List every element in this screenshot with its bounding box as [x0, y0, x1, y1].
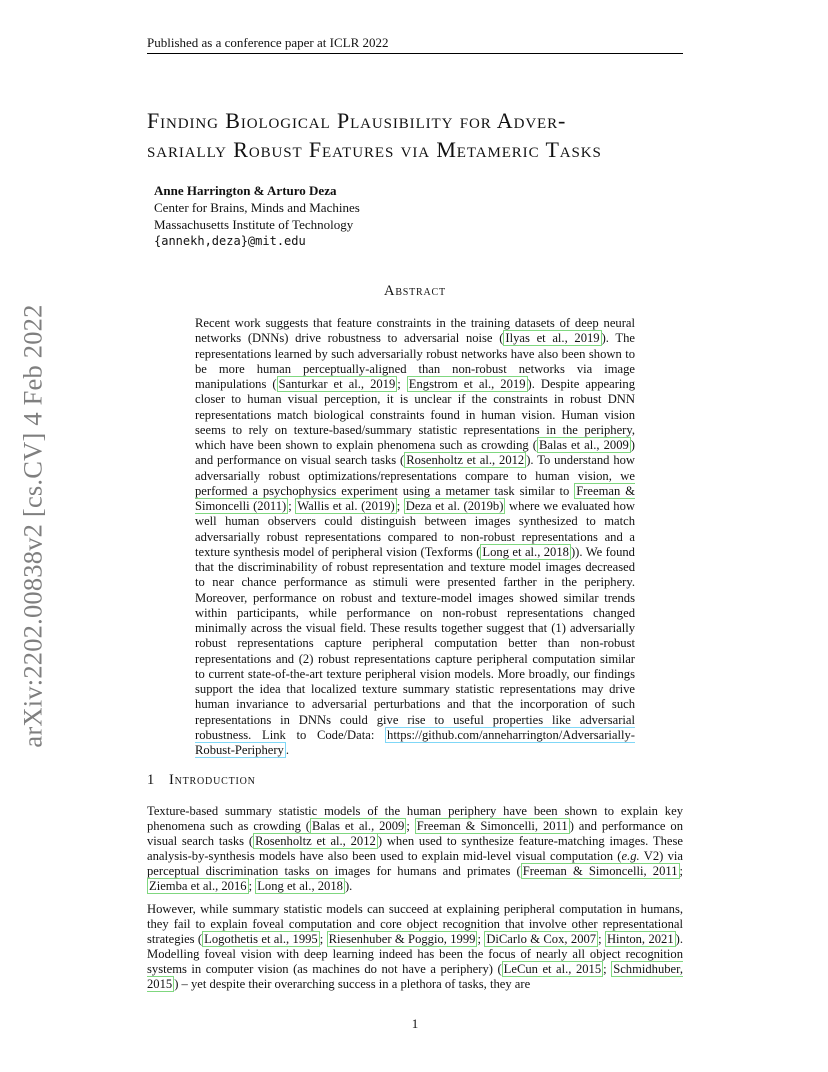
paragraph-text-run: ; [679, 864, 683, 879]
abstract-text-run: . [285, 743, 290, 757]
abstract-text-run: ; [288, 499, 296, 513]
paragraph-text-run: ; [603, 962, 612, 977]
citation-link[interactable]: Schmidhuber, 2015 [147, 962, 683, 992]
citation-link[interactable]: Long et al., 2018 [257, 879, 343, 894]
running-header: Published as a conference paper at ICLR 2022 [147, 35, 389, 50]
paragraph-italic-run: e.g. [621, 849, 640, 864]
arxiv-id: arXiv:2202.00838v2 [cs.CV] 4 Feb 2022 [17, 304, 48, 748]
title-line-2: sarially Robust Features via Metameric Tasks [147, 137, 602, 162]
paragraph-text-run: ) and performance on visual search tasks ( [147, 819, 683, 849]
abstract-heading: Abstract [384, 283, 446, 299]
paragraph-text-run: ; [248, 879, 256, 894]
intro-paragraph-2 [147, 902, 683, 993]
affiliation-1: Center for Brains, Minds and Machines [154, 200, 360, 215]
abstract-text-run: )). We found that the discriminability of robust representation and texture model images decreased to near chance performance as stimuli were presented farther in the periphery. Moreover, performance on robust and texture-model images showed similar trends within participants, while performance on non-robust representations changed minimally across the visual field. These results together suggest that (1) adversarially robust representations capture peripheral computation better than non-robust representations and (2) robust representations capture peripheral computation similar to current state-of-the-art texture peripheral vision models. More broadly, our findings support the idea that localized texture summary statistic representations may drive human invariance to adversarial perturbations and that the incorporation of such representations in DNNs could give rise to useful properties like adversarial robustness. Link to Code/Data: [195, 544, 635, 742]
page-number: 1 [411, 1016, 419, 1031]
paragraph-text-run: Texture-based summary statistic models of the human periphery have been shown to explain key phenomena such as crowding ( [147, 804, 683, 834]
code-data-url-link[interactable]: https://github.com/anneharrington/Adversarially-Robust-Periphery [195, 727, 635, 757]
citation-link[interactable]: Engstrom et al., 2019 [408, 377, 526, 391]
citation-link[interactable]: LeCun et al., 2015 [503, 962, 602, 977]
paragraph-text-run: ; [598, 932, 605, 947]
abstract-text-run: ) and performance on visual search tasks ( [195, 438, 635, 468]
paragraph-text-run: ; [319, 932, 327, 947]
section-heading-introduction [147, 772, 683, 789]
citation-link[interactable]: Freeman & Simoncelli (2011) [195, 483, 635, 513]
paper-title [147, 106, 687, 164]
header-rule [147, 53, 683, 54]
section-name: Introduction [169, 772, 256, 788]
citation-link[interactable]: Logothetis et al., 1995 [204, 932, 318, 947]
abstract-text-run: ; [396, 499, 404, 513]
citation-link[interactable]: Rosenholtz et al., 2012 [406, 453, 525, 468]
paragraph-text-run: ; [406, 819, 415, 834]
author-block [154, 182, 574, 250]
affiliation-2: Massachusetts Institute of Technology [154, 217, 354, 232]
abstract-text [195, 316, 635, 758]
paragraph-text-run: ) when used to synthesize feature-matching images. These analysis-by-synthesis models have also been used to explain mid-level visual computation ( [147, 834, 683, 864]
author-names: Anne Harrington & Arturo Deza [154, 183, 337, 198]
paragraph-text-run: ) – yet despite their overarching success in a plethora of tasks, they are [174, 977, 531, 992]
paragraph-text-run: However, while summary statistic models can succeed at explaining peripheral computation in humans, they fail to explain foveal computation and core object recognition that involve other representational strategies ( [147, 902, 683, 947]
abstract-text-run: ). Despite appearing closer to human visual perception, it is unclear if the constraints in robust DNN representations match biological constraints found in human vision. Human vision seems to rely on texture-based/summary statistic representations in the periphery, which have been shown to explain phenomena such as crowding ( [195, 377, 635, 452]
citation-link[interactable]: Freeman & Simoncelli, 2011 [522, 864, 678, 879]
citation-link[interactable]: Hinton, 2021 [606, 932, 674, 947]
abstract-text-run: Recent work suggests that feature constraints in the training datasets of deep neural networks (DNNs) drive robustness to adversarial noise ( [195, 316, 635, 346]
citation-link[interactable]: Balas et al., 2009 [538, 438, 629, 452]
abstract-text-run: where we evaluated how well human observers could distinguish between images synthesized to match adversarially robust representations compared to non-robust representations and a texture synthesis model of peripheral vision (Texforms ( [195, 499, 635, 559]
arxiv-stamp [18, 296, 48, 756]
abstract-text-run: ). To understand how adversarially robust optimizations/representations compare to human vision, we performed a psychophysics experiment using a metamer task similar to [195, 453, 636, 498]
citation-link[interactable]: Long et al., 2018 [482, 544, 569, 559]
paragraph-text-run: ; [477, 932, 485, 947]
citation-link[interactable]: Ziemba et al., 2016 [149, 879, 247, 894]
citation-link[interactable]: DiCarlo & Cox, 2007 [486, 932, 597, 947]
citation-link[interactable]: Santurkar et al., 2019 [278, 377, 396, 391]
abstract-text-run: ). The representations learned by such adversarially robust networks have also been shown to be more human perceptually-aligned than non-robust networks via image manipulations ( [195, 331, 635, 391]
paragraph-text-run: ). [344, 879, 353, 894]
citation-link[interactable]: Ilyas et al., 2019 [505, 331, 600, 346]
citation-link[interactable]: Riesenhuber & Poggio, 1999 [328, 932, 476, 947]
citation-link[interactable]: Balas et al., 2009 [311, 819, 405, 834]
citation-link[interactable]: Freeman & Simoncelli, 2011 [416, 819, 568, 834]
abstract-text-run: ; [397, 377, 407, 391]
section-number: 1 [147, 772, 155, 788]
paragraph-text-run: V2) via perceptual discrimination tasks on images for humans and primates ( [147, 849, 683, 879]
intro-paragraph-1 [147, 804, 683, 895]
citation-link[interactable]: Wallis et al. (2019) [297, 499, 395, 513]
citation-link[interactable]: Rosenholtz et al., 2012 [255, 834, 376, 849]
paragraph-text-run: ). Modelling foveal vision with deep learning indeed has been the focus of nearly all object recognition systems in computer vision (as machines do not have a periphery) ( [147, 932, 683, 977]
citation-link[interactable]: Deza et al. (2019b) [405, 499, 504, 513]
author-email: {annekh,deza}@mit.edu [154, 234, 306, 248]
title-line-1: Finding Biological Plausibility for Adver- [147, 108, 567, 133]
